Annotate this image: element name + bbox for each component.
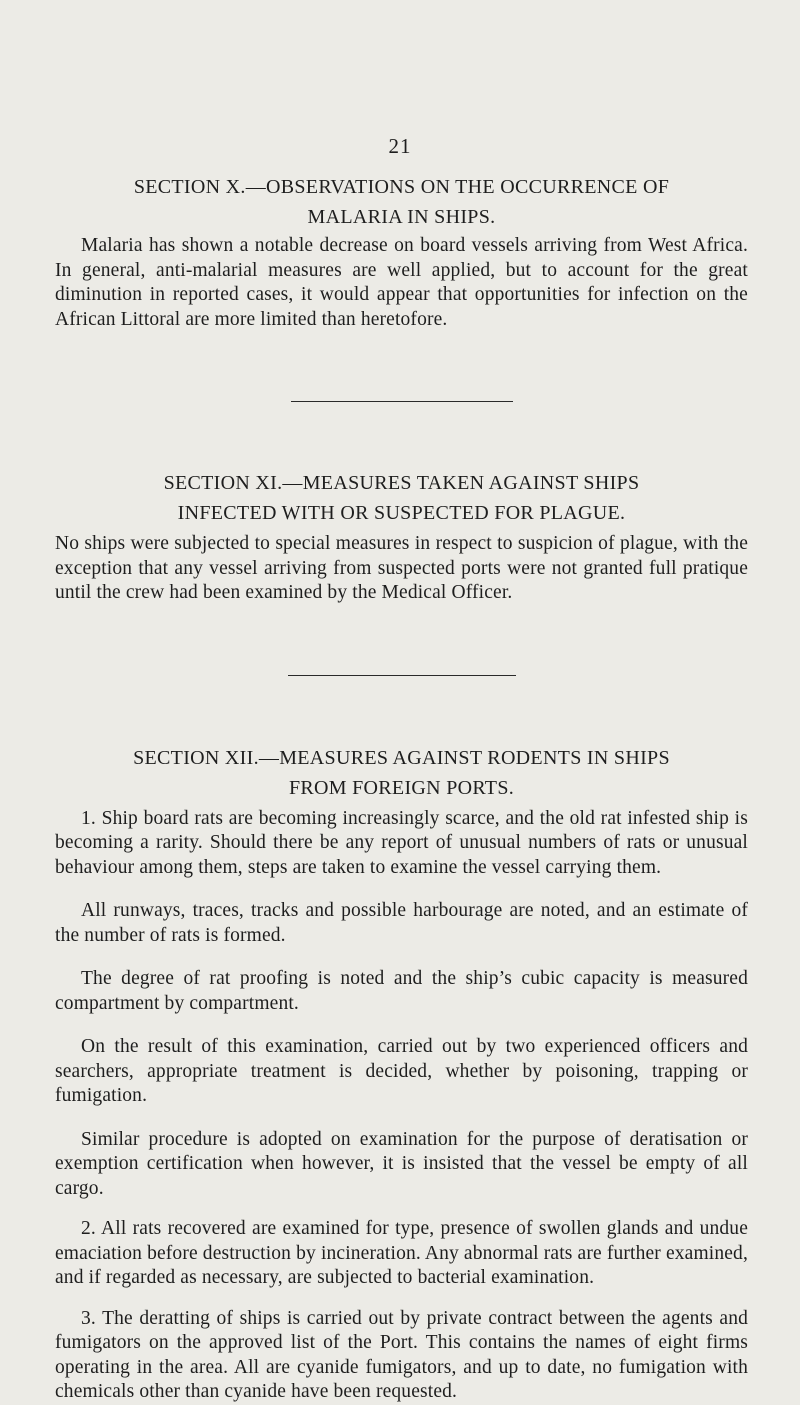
section-divider: [291, 401, 513, 402]
document-body: [55, 172, 748, 1405]
section-xi: [55, 468, 748, 606]
section-xii-paragraph-1: 1. Ship board rats are becoming increasingly scarce, and the old rat infested ship is becoming a rarity. Should there be any report of unusual numbers of rats or unusual behaviour among them, steps are taken to examine the vessel carrying them.: [55, 807, 748, 878]
section-xii-heading-line-2: FROM FOREIGN PORTS.: [288, 776, 515, 799]
section-divider: [288, 675, 516, 676]
section-xii-heading-line-1: SECTION XII.—MEASURES AGAINST RODENTS IN SHIPS: [133, 746, 670, 769]
section-xii: [55, 743, 748, 1405]
section-xi-heading: [55, 468, 748, 528]
section-xii-paragraph-deratisation: Similar procedure is adopted on examination for the purpose of deratisation or exemption certification when however, it is insisted that the vessel be empty of all cargo.: [55, 1128, 748, 1199]
section-xi-heading-line-1: SECTION XI.—MEASURES TAKEN AGAINST SHIPS: [163, 472, 640, 494]
section-x-heading: [55, 172, 748, 232]
section-x-paragraph: Malaria has shown a notable decrease on board vessels arriving from West Africa. In general, anti-malarial measures are well applied, but to account for the great diminution in reported cases, it would appear that opportunities for infection on the African Littoral are more limited than heretofore.: [55, 235, 748, 330]
section-x: [55, 172, 748, 332]
section-xii-paragraph-rat-proofing: The degree of rat proofing is noted and the ship’s cubic capacity is measured compartment by compartment.: [55, 968, 748, 1014]
section-xi-heading-line-2: INFECTED WITH OR SUSPECTED FOR PLAGUE.: [177, 502, 626, 524]
section-x-heading-line-2: MALARIA IN SHIPS.: [307, 206, 496, 228]
section-xii-paragraph-2: 2. All rats recovered are examined for type, presence of swollen glands and undue emaciation before destruction by incineration. Any abnormal rats are further examined, and if regarded as necessary, are subjected to bacterial examination.: [55, 1218, 748, 1288]
section-xi-paragraph: No ships were subjected to special measures in respect to suspicion of plague, with the exception that any vessel arriving from suspected ports were not granted full pratique until the crew had been examined by the Medical Officer.: [55, 533, 748, 603]
section-xii-heading: [55, 743, 748, 803]
section-xii-paragraph-examination-result: On the result of this examination, carried out by two experienced officers and searchers, appropriate treatment is decided, whether by poisoning, trapping or fumigation.: [55, 1036, 748, 1106]
section-x-heading-line-1: SECTION X.—OBSERVATIONS ON THE OCCURRENCE OF: [133, 176, 670, 198]
section-xii-paragraph-runways: All runways, traces, tracks and possible harbourage are noted, and an estimate of the number of rats is formed.: [55, 900, 748, 946]
page-number: 21: [388, 134, 412, 158]
section-xii-paragraph-3: 3. The deratting of ships is carried out by private contract between the agents and fumigators on the approved list of the Port. This contains the names of eight firms operating in the area. All are cyanide fumigators, and up to date, no fumigation with chemicals other than cyanide have been requested.: [55, 1307, 748, 1402]
